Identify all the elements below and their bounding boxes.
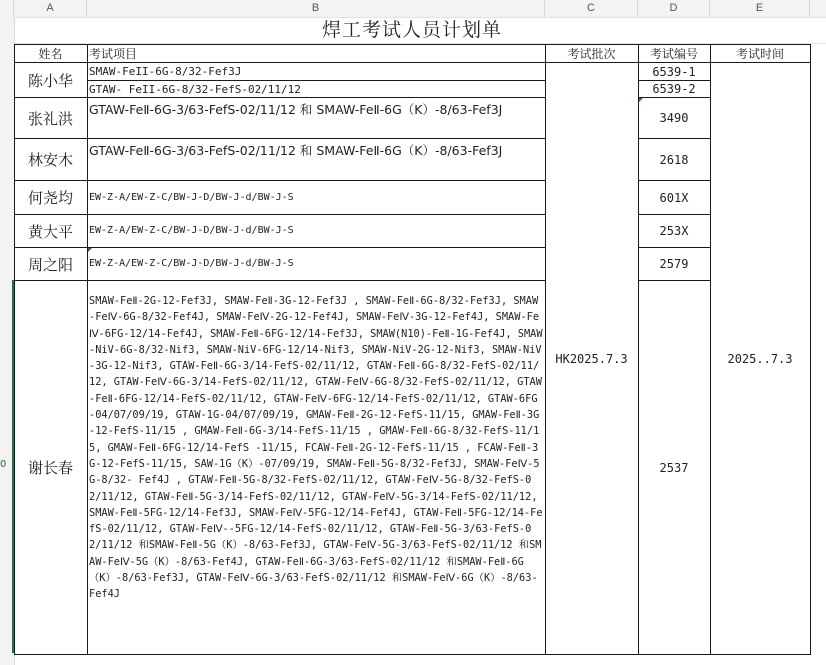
header-time[interactable]: 考试时间 <box>735 46 784 61</box>
sheet-title[interactable]: 焊工考试人员计划单 <box>321 19 502 41</box>
number-cell[interactable]: 3490 <box>659 111 689 125</box>
item-cell[interactable]: GTAW- FeII-6G-8/32-FefS-02/11/12 <box>89 82 301 96</box>
table-border <box>14 138 545 139</box>
table-border <box>638 280 710 281</box>
header-batch[interactable]: 考试批次 <box>567 46 616 61</box>
table-border <box>638 247 710 248</box>
header-item[interactable]: 考试项目 <box>89 46 138 61</box>
name-cell[interactable]: 张礼洪 <box>27 109 73 128</box>
table-border <box>14 62 810 63</box>
name-cell[interactable]: 周之阳 <box>27 255 73 274</box>
select-all-corner[interactable] <box>0 0 14 17</box>
column-header-a[interactable]: A <box>14 0 87 17</box>
item-cell[interactable]: EW-Z-A/EW-Z-C/BW-J-D/BW-J-d/BW-J-S <box>89 258 294 269</box>
column-header-b[interactable]: B <box>87 0 545 17</box>
item-cell[interactable]: GTAW-FeⅡ-6G-3/63-FefS-02/11/12 和 SMAW-FeⅡ-6G（K）-8/63-Fef3J <box>89 102 503 117</box>
table-border <box>14 280 545 281</box>
item-cell[interactable]: EW-Z-A/EW-Z-C/BW-J-D/BW-J-d/BW-J-S <box>89 191 294 203</box>
column-header-c[interactable]: C <box>545 0 638 17</box>
item-cell-long[interactable]: SMAW-FeⅡ-2G-12-Fef3J, SMAW-FeⅡ-3G-12-Fef3J , SMAW-FeⅡ-6G-8/32-Fef3J, SMAW-FeⅣ-6G-8/32-Fef4J, SMAW-FeⅣ-2G-12-Fef4J, SMAW-FeⅣ-3G-12-Fef4J, SMAW-FeⅣ-6FG-12/14-Fef4J, SMAW-FeⅡ-6FG-12/14-Fef3J, SMAW(N10)-FeⅡ-1G-Fef4J, SMAW-NiV-6G-8/32-Nif3, SMAW-NiV-6FG-12/14-Nif3, SMAW-NiV-2G-12-Nif3, SMAW-NiV-3G-12-Nif3, GTAW-FeⅡ-6G-3/14-FefS-02/11/12, GTAW-FeⅡ-6G-8/32-FefS-02/11/12, GTAW-FeⅣ-6G-3/14-FefS-02/11/12, GTAW-FeⅣ-6G-8/32-FefS-02/11/12, GTAW-FeⅡ-6FG-12/14-FefS-02/11/12, GTAW-FeⅣ-6FG-12/14-FefS-02/11/12, GTAW-6FG-04/07/09/19, GTAW-1G-04/07/09/19, GMAW-FeⅡ-2G-12-FefS-11/15, GMAW-FeⅡ-3G-12-FefS-11/15 , GMAW-FeⅡ-6G-3/14-FefS-11/15 , GMAW-FeⅡ-6G-8/32-FefS-11/15, GMAW-FeⅡ-6FG-12/14-FefS -11/15, FCAW-FeⅡ-2G-12-FefS-11/15 , FCAW-FeⅡ-3G-12-FefS-11/15, SAW-1G（K）-07/09/19, SMAW-FeⅡ-5G-8/32-Fef3J, SMAW-FeⅣ-5G-8/32- Fef4J , GTAW-FeⅡ-5G-8/32-FefS-02/11/12, GTAW-FeⅣ-5G-8/32-FefS-02/11/12, GTAW-FeⅡ-5G-3/14-FefS-02/11/12, GTAW-FeⅣ-5G-3/14-FefS-02/11/12, SMAW-FeⅡ-5FG-12/14-Fef3J, SMAW-FeⅣ-5FG-12/14-Fef4J, GTAW-FeⅡ-5FG-12/14-FefS-02/11/12, GTAW-FeⅣ--5FG-12/14-FefS-02/11/12, GTAW-FeⅡ-5G-3/63-FefS-02/11/12 和SMAW-FeⅡ-5G（K）-8/63-Fef3J, GTAW-FeⅣ-5G-3/63-FefS-02/11/12 和SMAW-FeⅣ-5G（K）-8/63-Fef4J, GTAW-FeⅡ-6G-3/63-FefS-02/11/12 和SMAW-FeⅡ-6G（K）-8/63-Fef3J, GTAW-FeⅣ-6G-3/63-FefS-02/11/12 和SMAW-FeⅣ-6G（K）-8/63-Fef4J <box>89 295 543 601</box>
number-cell[interactable]: 2579 <box>659 257 689 271</box>
table-border <box>545 44 546 655</box>
table-border <box>638 44 639 655</box>
name-cell[interactable]: 陈小华 <box>27 71 73 90</box>
name-cell[interactable]: 何尧均 <box>27 189 73 207</box>
table-border <box>14 44 15 655</box>
item-cell[interactable]: GTAW-FeⅡ-6G-3/63-FefS-02/11/12 和 SMAW-FeⅡ-6G（K）-8/63-Fef3J <box>89 143 503 158</box>
name-cell[interactable]: 林安木 <box>27 151 73 169</box>
name-cell[interactable]: 黄大平 <box>27 222 73 241</box>
header-number[interactable]: 考试编号 <box>649 46 698 61</box>
time-cell[interactable]: 2025..7.3 <box>727 351 793 366</box>
table-border <box>14 654 810 655</box>
number-cell[interactable]: 6539-2 <box>652 82 696 96</box>
row-number-fragment: 0 <box>0 459 7 470</box>
table-border <box>638 80 710 81</box>
item-cell[interactable]: EW-Z-A/EW-Z-C/BW-J-D/BW-J-d/BW-J-S <box>89 225 294 236</box>
table-border <box>14 180 545 181</box>
number-cell[interactable]: 2537 <box>659 460 689 475</box>
table-border <box>87 44 88 655</box>
table-border <box>638 97 710 98</box>
number-cell[interactable]: 601X <box>659 190 689 205</box>
number-cell[interactable]: 6539-1 <box>652 64 696 79</box>
table-border <box>710 44 711 655</box>
table-border <box>638 214 710 215</box>
batch-cell[interactable]: HK2025.7.3 <box>555 351 628 366</box>
spreadsheet-grid[interactable] <box>14 17 826 665</box>
table-border <box>810 44 811 655</box>
item-cell[interactable]: SMAW-FeII-6G-8/32-Fef3J <box>89 65 242 78</box>
header-name[interactable]: 姓名 <box>38 46 63 61</box>
table-border <box>638 138 710 139</box>
table-border <box>14 247 545 248</box>
column-header-d[interactable]: D <box>638 0 710 17</box>
name-cell[interactable]: 谢长春 <box>27 459 73 477</box>
table-border <box>87 80 545 81</box>
number-cell[interactable]: 253X <box>659 224 689 238</box>
column-header-e[interactable]: E <box>710 0 810 17</box>
table-border <box>14 97 545 98</box>
table-border <box>14 214 545 215</box>
table-border <box>14 44 810 45</box>
column-header-bar <box>0 0 826 18</box>
table-border <box>638 180 710 181</box>
number-cell[interactable]: 2618 <box>659 152 689 167</box>
